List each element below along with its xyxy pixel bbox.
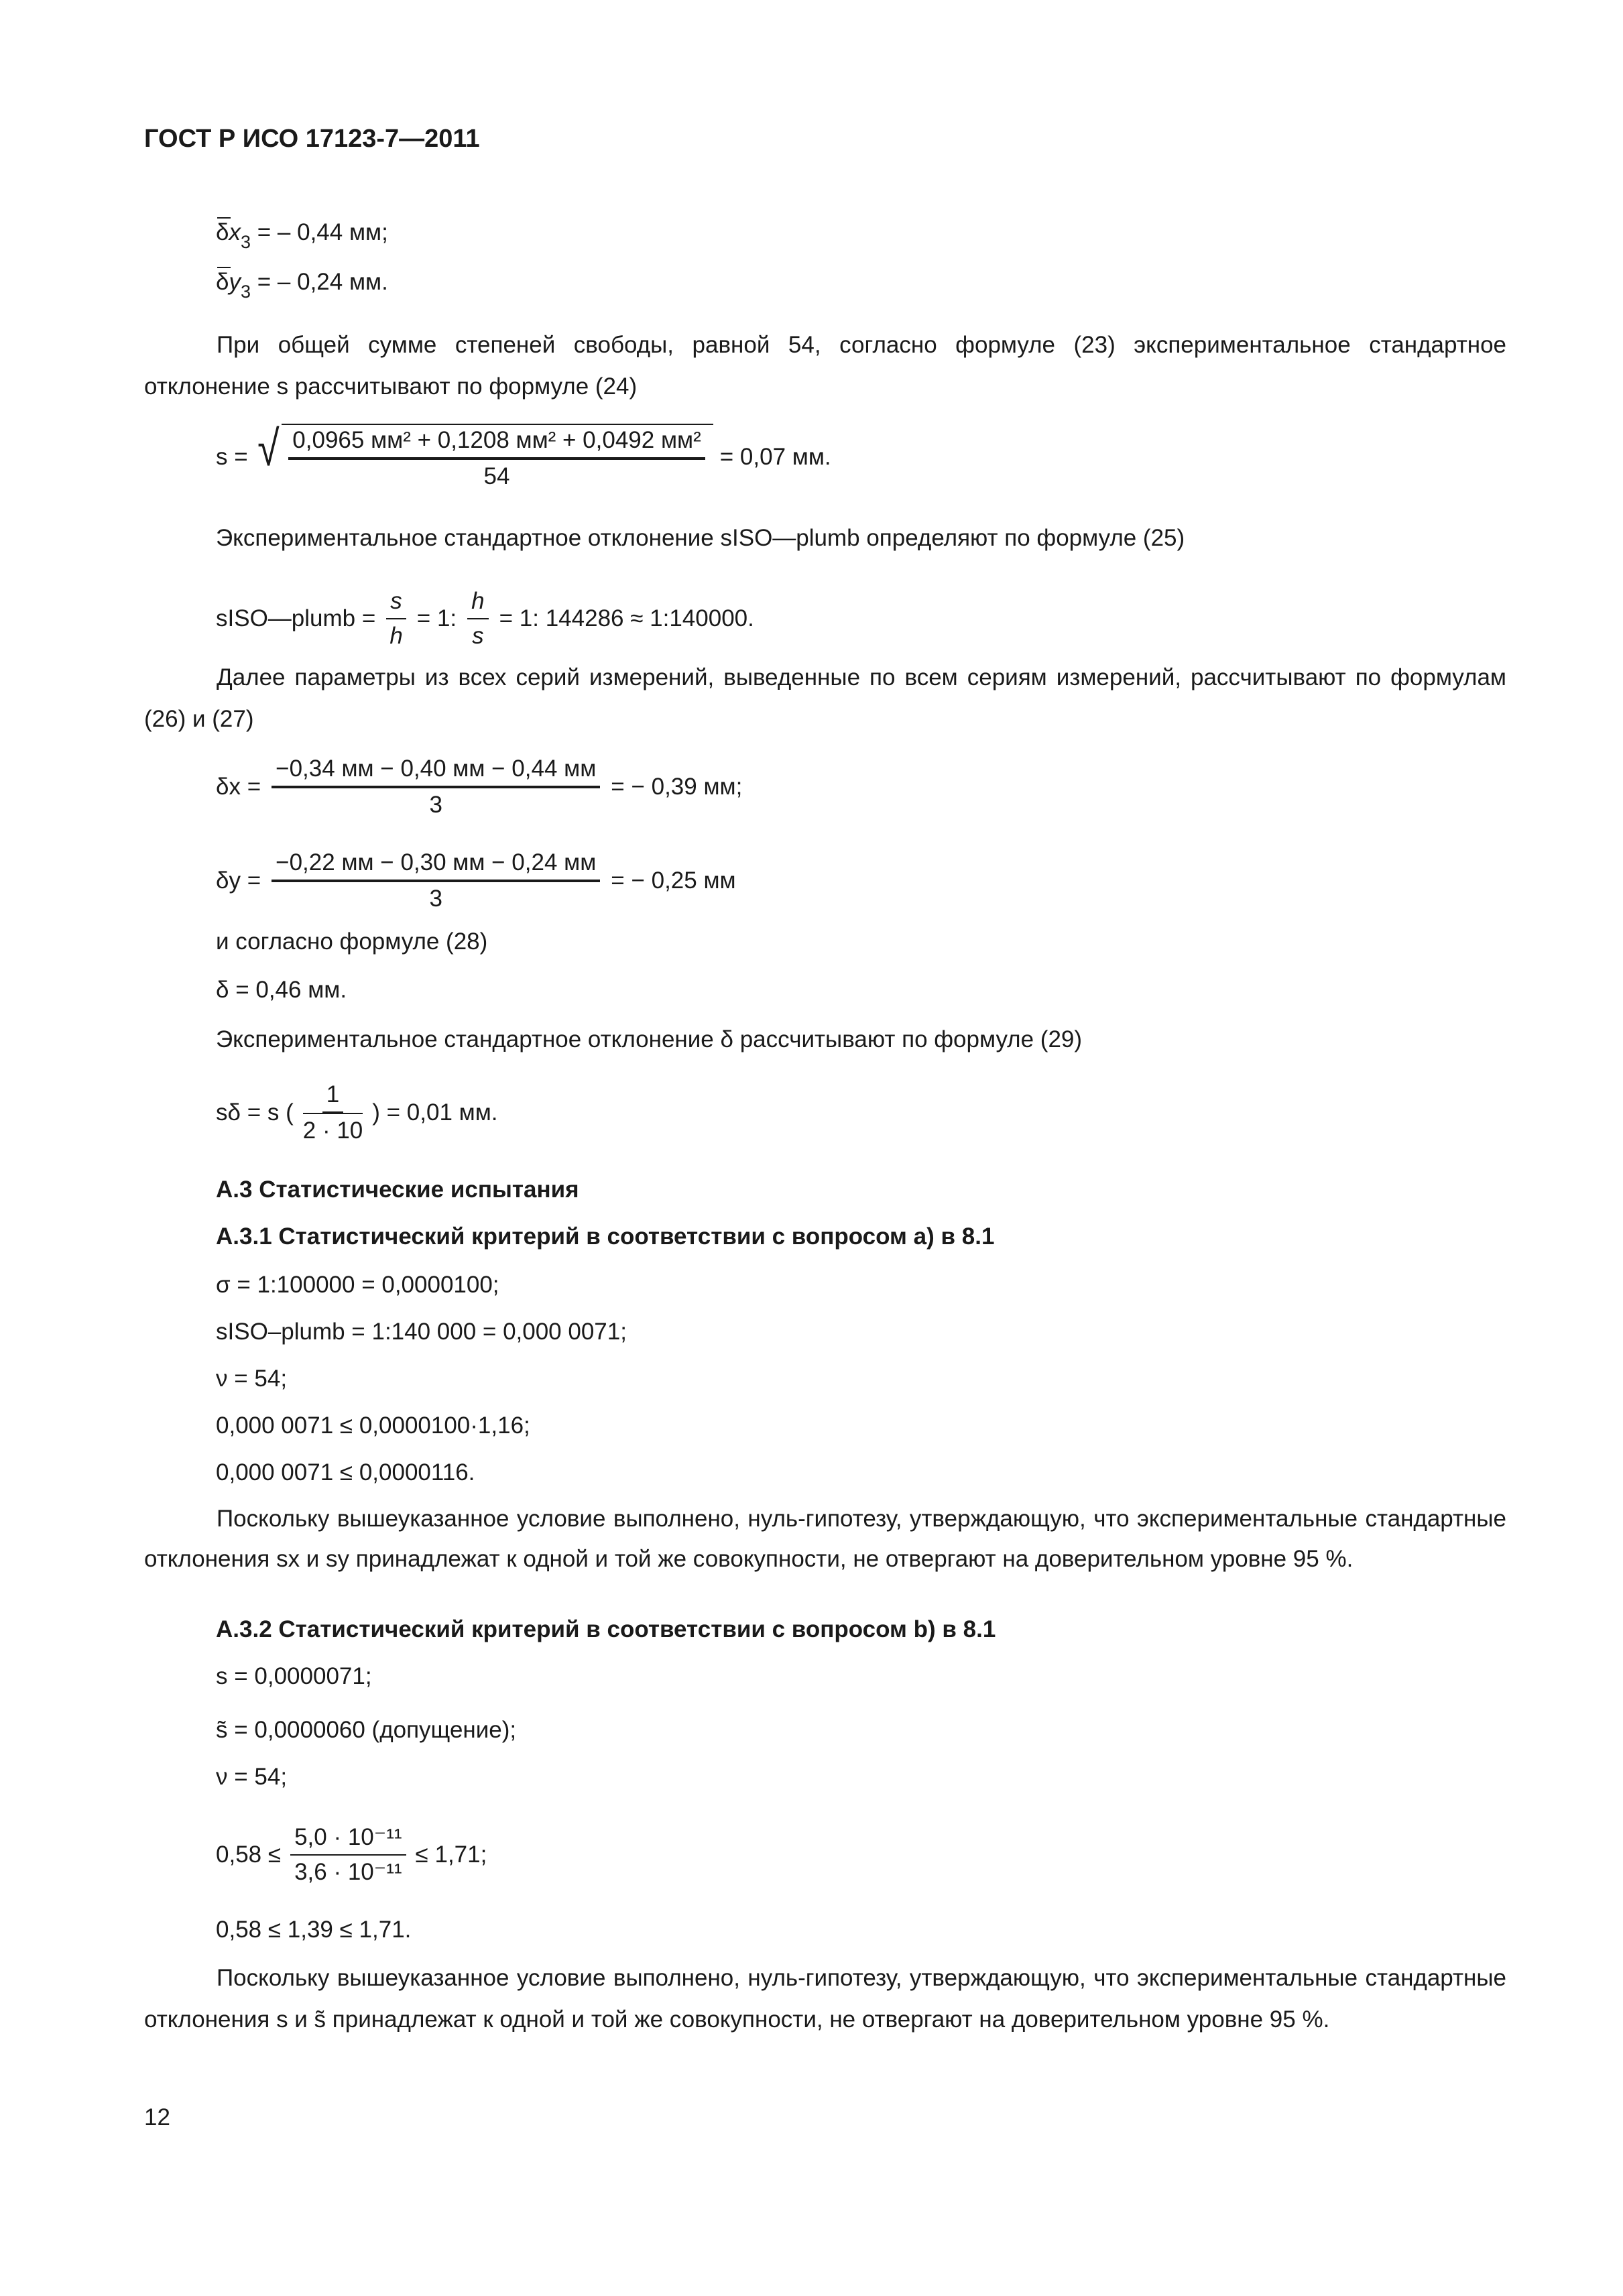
formula-24-numerator: 0,0965 мм² + 0,1208 мм² + 0,0492 мм²: [288, 426, 705, 460]
s-tilde-line: s̃ = 0,0000060 (допущение);: [216, 1717, 517, 1743]
paragraph-formulas-26-27: Далее параметры из всех серий измерений, выведенные по всем сериям измерений, рассчитывают по формулам (26) и (27): [144, 664, 1506, 732]
nu-line-2: ν = 54;: [216, 1764, 288, 1790]
section-a32-heading: А.3.2 Статистический критерий в соответствии с вопросом b) в 8.1: [216, 1616, 996, 1642]
formula-25-frac2-num: h: [467, 587, 488, 619]
formula-26: [216, 755, 742, 819]
dx3-line: $\delta x_3$ = – 0,44 мм;: [216, 219, 388, 252]
paragraph-formula-29-intro: Экспериментальное стандартное отклонение δ рассчитывают по формуле (29): [216, 1026, 1083, 1052]
paragraph-degrees-of-freedom: При общей сумме степеней свободы, равной 54, согласно формуле (23) экспериментальное стандартное отклонение s рассчитывают по формуле (24): [144, 332, 1506, 400]
formula-f-test-numerator: 5,0 · 10⁻¹¹: [290, 1823, 406, 1856]
s-line: s = 0,0000071;: [216, 1663, 372, 1689]
formula-26-lhs: δx =: [216, 774, 261, 800]
page-header-title: ГОСТ Р ИСО 17123-7—2011: [144, 125, 480, 153]
formula-24-rhs: = 0,07 мм.: [719, 444, 831, 470]
condition-line-1: 0,000 0071 ≤ 0,0000100·1,16;: [216, 1412, 530, 1439]
formula-25-mid: = 1:: [416, 605, 457, 631]
formula-25: [216, 587, 754, 650]
formula-27-denominator: 3: [429, 886, 442, 912]
formula-29-lhs: sδ = s (: [216, 1099, 294, 1126]
formula-f-test-lhs: 0,58 ≤: [216, 1841, 282, 1868]
formula-29: [216, 1081, 498, 1145]
condition-line-2: 0,000 0071 ≤ 0,0000116.: [216, 1459, 475, 1486]
formula-25-frac1-den: h: [389, 623, 403, 649]
formula-29-denominator: 2 · 10: [303, 1113, 363, 1145]
nu-line-1: ν = 54;: [216, 1366, 288, 1392]
formula-26-denominator: 3: [429, 792, 442, 818]
formula-25-lhs: sISO—plumb =: [216, 605, 376, 631]
section-a3-heading: А.3 Статистические испытания: [216, 1176, 579, 1203]
formula-27: [216, 849, 736, 913]
formula-25-frac2-den: s: [472, 623, 484, 649]
formula-f-test: [216, 1823, 487, 1886]
formula-24-denominator: 54: [483, 463, 510, 489]
line-formula-28: и согласно формуле (28): [216, 928, 488, 955]
formula-25-rhs: = 1: 144286 ≈ 1:140000.: [499, 605, 754, 631]
dy3-line: $\delta y_3$ = – 0,24 мм.: [216, 269, 388, 302]
dy3-value: = – 0,24 мм.: [257, 269, 388, 295]
formula-24: s = √ $\frac{\text{0,0965 мм² + 0,1208 мм² + 0,0492 мм²}}{54}$ = 0,07 мм.: [216, 420, 831, 489]
dx3-value: = – 0,44 мм;: [257, 219, 388, 245]
formula-29-numerator: 1: [322, 1081, 343, 1113]
formula-26-numerator: −0,34 мм − 0,40 мм − 0,44 мм: [272, 755, 600, 788]
formula-27-numerator: −0,22 мм − 0,30 мм − 0,24 мм: [272, 849, 600, 882]
condition-line-3: 0,58 ≤ 1,39 ≤ 1,71.: [216, 1917, 412, 1943]
formula-29-rhs: ) = 0,01 мм.: [372, 1099, 498, 1126]
formula-25-frac1-num: s: [386, 587, 406, 619]
formula-24-lhs: s =: [216, 444, 248, 470]
section-a31-heading: А.3.1 Статистический критерий в соответствии с вопросом а) в 8.1: [216, 1223, 995, 1250]
paragraph-formula-25-intro: Экспериментальное стандартное отклонение sISO—plumb определяют по формуле (25): [216, 525, 1185, 551]
siso-line: sISO–plumb = 1:140 000 = 0,000 0071;: [216, 1319, 627, 1345]
sigma-line: σ = 1:100000 = 0,0000100;: [216, 1272, 499, 1298]
formula-f-test-rhs: ≤ 1,71;: [415, 1841, 487, 1868]
delta-value: δ = 0,46 мм.: [216, 977, 347, 1003]
formula-27-rhs: = − 0,25 мм: [611, 867, 736, 894]
formula-26-rhs: = − 0,39 мм;: [611, 774, 743, 800]
page-number: 12: [144, 2104, 170, 2130]
paragraph-conclusion-a31: Поскольку вышеуказанное условие выполнено, нуль-гипотезу, утверждающую, что экспериментальные стандартные отклонения sx и sy принадлежат к одной и той же совокупности, не отвергают на доверительном уровне 95 %.: [144, 1506, 1506, 1572]
paragraph-conclusion-a32: Поскольку вышеуказанное условие выполнено, нуль-гипотезу, утверждающую, что экспериментальные стандартные отклонения s и s̃ принадлежат к одной и той же совокупности, не отвергают на доверительном уровне 95 %.: [144, 1965, 1506, 2033]
formula-27-lhs: δy =: [216, 867, 261, 894]
formula-f-test-denominator: 3,6 · 10⁻¹¹: [294, 1859, 402, 1885]
